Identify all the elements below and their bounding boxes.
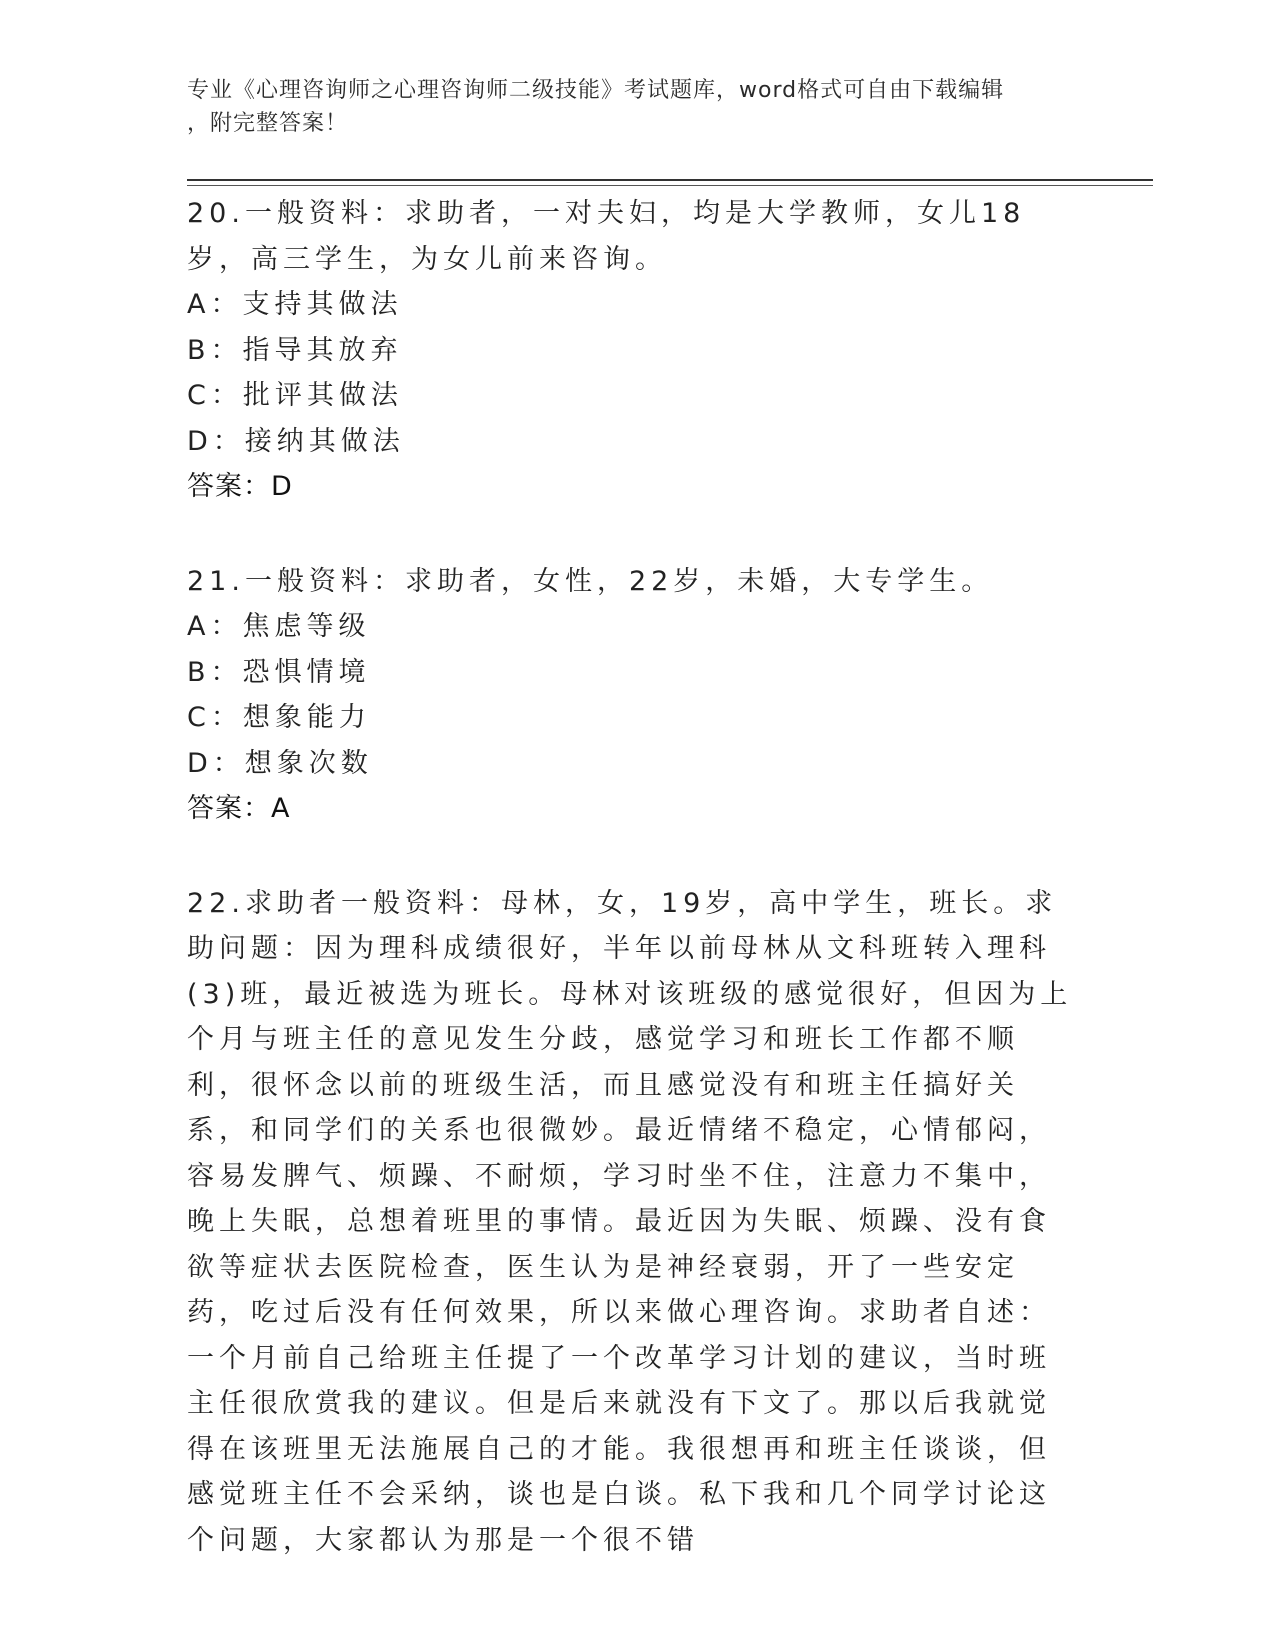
option-d: D：想象次数 [187,747,373,779]
option-b: B：指导其放弃 [187,334,403,366]
header-divider-thin [187,185,1153,186]
option-a: A：支持其做法 [187,289,403,320]
option-b: B：恐惧情境 [187,656,371,688]
document-header [187,74,1067,140]
header-divider-thick [187,179,1153,181]
option-a: A：焦虑等级 [187,611,371,642]
option-c: C：批评其做法 [187,380,403,411]
option-d: D：接纳其做法 [187,425,405,457]
question-21 [187,559,1077,832]
question-text: 22.求助者一般资料：母林，女，19岁，高中学生，班长。求助问题：因为理科成绩很好，半年以前母林从文科班转入理科(3)班，最近被选为班长。母林对该班级的感觉很好，但因为上个月与班主任的意见发生分歧，感觉学习和班长工作都不顺利，很怀念以前的班级生活，而且感觉没有和班主任搞好关系，和同学们的关系也很微妙。最近情绪不稳定，心情郁闷，容易发脾气、烦躁、不耐烦，学习时坐不住，注意力不集中，晚上失眠，总想着班里的事情。最近因为失眠、烦躁、没有食欲等症状去医院检查，医生认为是神经衰弱，开了一些安定药，吃过后没有任何效果，所以来做心理咨询。求助者自述：一个月前自己给班主任提了一个改革学习计划的建议，当时班主任很欣赏我的建议。但是后来就没有下文了。那以后我就觉得在该班里无法施展自己的才能。我很想再和班主任谈谈，但感觉班主任不会采纳，谈也是白谈。私下我和几个同学讨论这个问题，大家都认为那是一个很不错 [187,887,1073,1556]
answer-line: 答案：A [187,793,291,824]
question-20 [187,191,1077,510]
question-text: 21.一般资料：求助者，女性，22岁，未婚，大专学生。 [187,565,994,597]
answer-line: 答案：D [187,471,293,502]
question-22 [187,881,1077,1564]
option-c: C：想象能力 [187,702,371,733]
question-list [187,191,1077,1612]
header-line-2: ，附完整答案！ [187,111,349,136]
question-text: 20.一般资料：求助者，一对夫妇，均是大学教师，女儿18岁，高三学生，为女儿前来咨询。 [187,198,1026,275]
header-line-1: 专业《心理咨询师之心理咨询师二级技能》考试题库，word格式可自由下载编辑 [187,78,1005,103]
